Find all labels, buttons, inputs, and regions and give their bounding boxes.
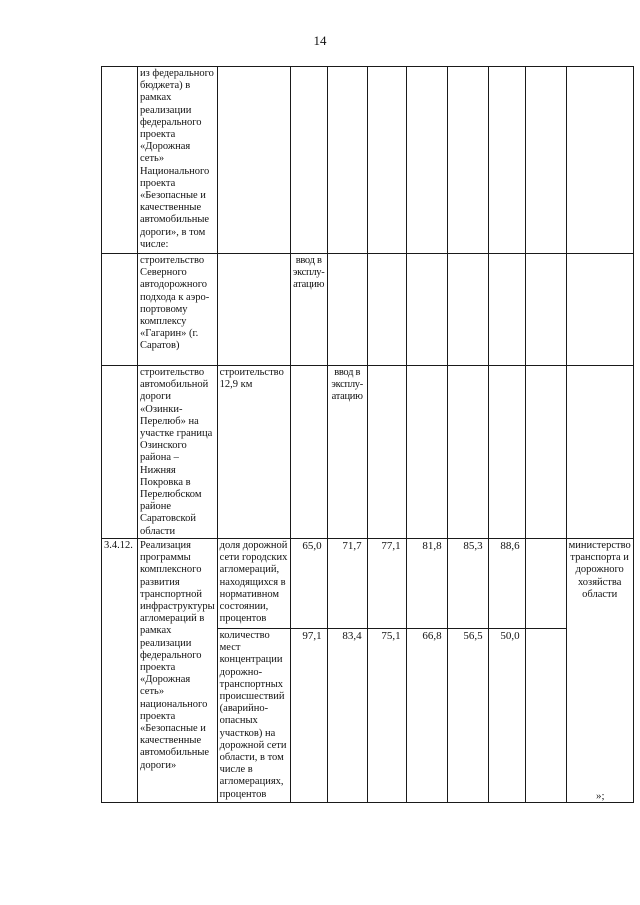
cell-value: 81,8 xyxy=(406,539,447,629)
cell-value: 83,4 xyxy=(327,629,367,803)
cell-2020 xyxy=(327,67,367,254)
cell-value: 97,1 xyxy=(290,629,327,803)
cell-value: 66,8 xyxy=(406,629,447,803)
cell-commissioning-marker: ввод в эксплу-атацию xyxy=(327,366,367,539)
cell-value: 88,6 xyxy=(488,539,525,629)
cell-executor xyxy=(566,366,633,539)
cell-empty xyxy=(525,629,566,803)
cell-2019 xyxy=(290,366,327,539)
cell-2021 xyxy=(367,254,406,366)
table-row-ozinki-perelyub xyxy=(102,366,634,539)
cell-number: 3.4.12. xyxy=(102,539,138,803)
closing-quote: »; xyxy=(596,790,605,802)
cell-value: 65,0 xyxy=(290,539,327,629)
cell-executor xyxy=(566,67,633,254)
cell-number xyxy=(102,67,138,254)
page-number: 14 xyxy=(313,33,327,48)
cell-2021 xyxy=(367,366,406,539)
table-row-agglomerations xyxy=(102,539,634,629)
cell-empty xyxy=(525,539,566,629)
cell-2019 xyxy=(290,67,327,254)
cell-2023 xyxy=(447,254,488,366)
cell-2025 xyxy=(525,67,566,254)
cell-2025 xyxy=(525,254,566,366)
cell-2025 xyxy=(525,366,566,539)
cell-indicator: количество мест концентрации дорожно-транспортных происшествий (аварийно-опасных участков) на дорожной сети области, в том числе в агломерациях, процентов xyxy=(217,629,290,803)
table-row-gagarin xyxy=(102,254,634,366)
cell-event: из федерального бюджета) в рамках реализации федерального проекта «Дорожная сеть» Национального проекта «Безопасные и качественные автомобильные дороги», в том числе: xyxy=(138,67,218,254)
cell-number xyxy=(102,254,138,366)
cell-indicator xyxy=(217,254,290,366)
program-table xyxy=(101,66,634,803)
cell-2021 xyxy=(367,67,406,254)
cell-indicator: строительство 12,9 км xyxy=(217,366,290,539)
cell-executor: министерство транспорта и дорожного хозяйства области xyxy=(566,539,633,803)
cell-event: строительство автомобильной дороги «Озинки-Перелюб» на участке граница Озинского района – Нижняя Покровка в Перелюбском районе Саратовской области xyxy=(138,366,218,539)
cell-value: 77,1 xyxy=(367,539,406,629)
cell-2022 xyxy=(406,366,447,539)
cell-2022 xyxy=(406,254,447,366)
cell-commissioning-marker: ввод в эксплу-атацию xyxy=(290,254,327,366)
cell-value: 56,5 xyxy=(447,629,488,803)
cell-2024 xyxy=(488,254,525,366)
cell-event: Реализация программы комплексного развития транспортной инфраструктуры агломераций в рамках реализации федерального проекта «Дорожная сеть» национального проекта «Безопасные и качественные автомобильные дороги» xyxy=(138,539,218,803)
cell-value: 85,3 xyxy=(447,539,488,629)
cell-2024 xyxy=(488,67,525,254)
cell-2023 xyxy=(447,366,488,539)
cell-2024 xyxy=(488,366,525,539)
table-row-federal-budget xyxy=(102,67,634,254)
cell-2020 xyxy=(327,254,367,366)
cell-value: 71,7 xyxy=(327,539,367,629)
cell-2022 xyxy=(406,67,447,254)
cell-value: 50,0 xyxy=(488,629,525,803)
cell-value: 75,1 xyxy=(367,629,406,803)
cell-2023 xyxy=(447,67,488,254)
cell-event: строительство Северного автодорожного подхода к аэро-портовому комплексу «Гагарин» (г. Саратов) xyxy=(138,254,218,366)
cell-number xyxy=(102,366,138,539)
cell-indicator: доля дорожной сети городских агломераций, находящихся в нормативном состоянии, процентов xyxy=(217,539,290,629)
cell-executor xyxy=(566,254,633,366)
cell-indicator xyxy=(217,67,290,254)
